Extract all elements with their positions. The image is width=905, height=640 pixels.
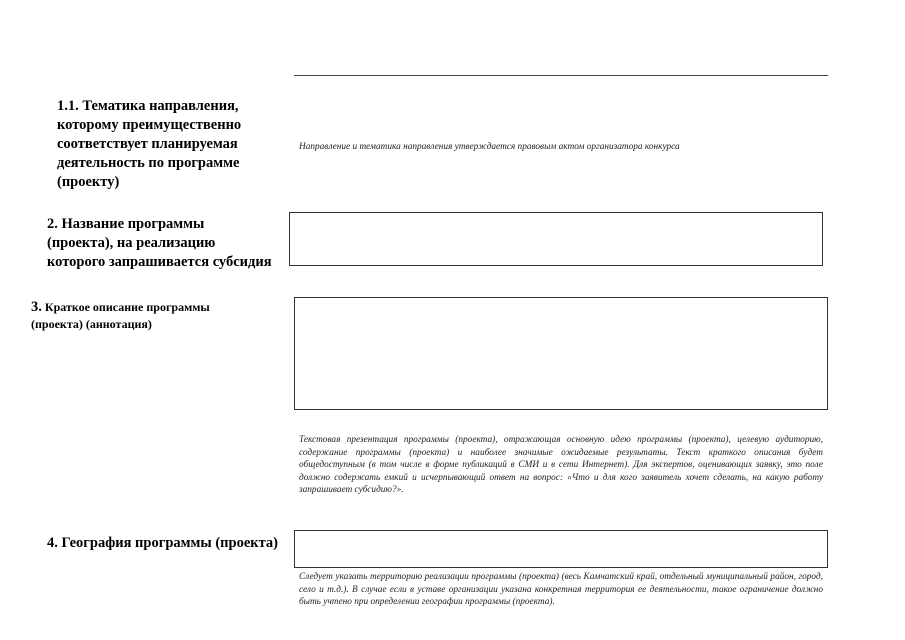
- label-line: 1.1. Тематика направления,: [57, 98, 239, 114]
- label-line: которому преимущественно: [57, 117, 242, 133]
- top-divider: [294, 75, 828, 76]
- label-line: (проекта) (аннотация): [31, 317, 152, 331]
- program-name-field[interactable]: [289, 212, 823, 266]
- label-line: Краткое описание программы: [44, 300, 210, 314]
- section-2-label: [47, 215, 287, 272]
- label-line: которого запрашивается субсидия: [47, 254, 272, 270]
- label-line: (проекту): [57, 174, 120, 190]
- geography-field[interactable]: [294, 530, 828, 568]
- section-number: 3.: [31, 299, 42, 315]
- program-annotation-field[interactable]: [294, 297, 828, 410]
- section-4-label: [47, 534, 292, 553]
- label-line: (проекта), на реализацию: [47, 235, 216, 251]
- label-line: соответствует планируемая: [57, 136, 238, 152]
- section-3-note: Текстовая презентация программы (проекта), отражающая основную идею программы (проекта), целевую аудиторию, содержание программы (проекта) и наиболее значимые ожидаемые результаты. Текст краткого описания будет общедоступным (в том числе в форме публикаций в СМИ и в сети Интернет). Для экспертов, оценивающих заявку, это поле должно содержать емкий и исчерпывающий ответ на вопрос: «Что и для кого заявитель хочет сделать, на какую работу запрашивает субсидию?».: [299, 435, 823, 495]
- label-line: деятельность по программе: [57, 155, 240, 171]
- section-4-note: Следует указать территорию реализации программы (проекта) (весь Камчатский край, отдельный муниципальный район, город, село и т.д.). В случае если в уставе организации указана конкретная территория ее деятельности, такое ограничение должно быть учтено при определении географии программы (проекта).: [299, 572, 823, 607]
- section-1-1-note: Направление и тематика направления утверждается правовым актом организатора конкурса: [299, 142, 680, 152]
- label-line: 4. География программы (проекта): [47, 535, 278, 551]
- label-line: 2. Название программы: [47, 216, 205, 232]
- section-3-label: [31, 299, 271, 333]
- section-1-1-label: [57, 97, 282, 192]
